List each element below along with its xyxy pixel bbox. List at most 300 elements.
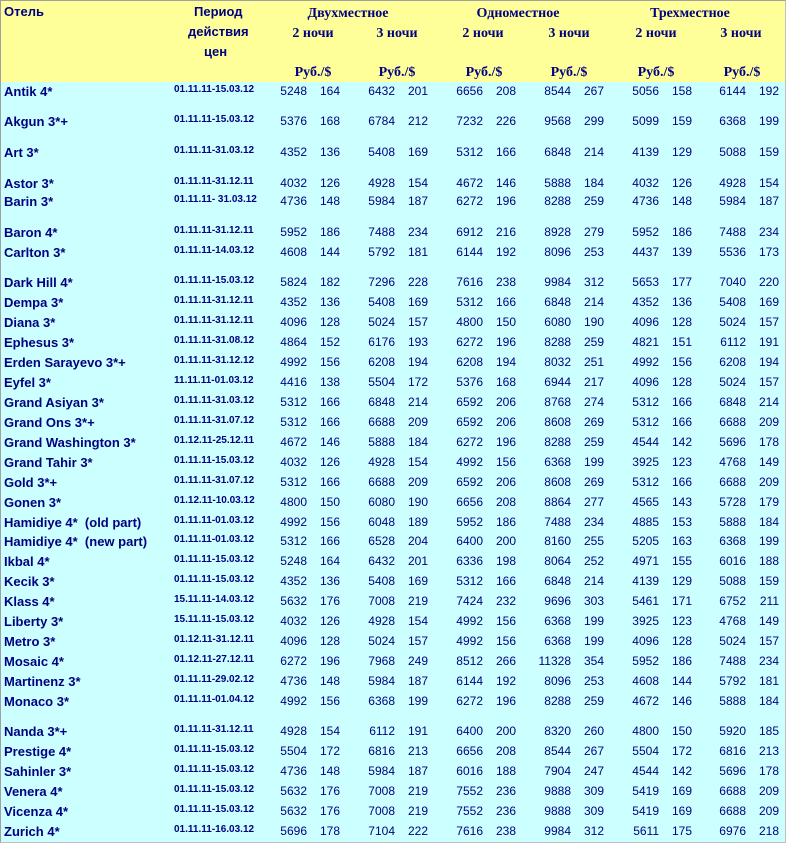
price-usd: 234 [758, 654, 779, 668]
table-row [1, 144, 785, 164]
table-row [1, 274, 785, 294]
price-rub: 4096 [632, 315, 659, 329]
table-row [1, 743, 785, 763]
price-rub: 5408 [719, 295, 746, 309]
hotel-name: Martinenz 3* [4, 674, 81, 689]
price-usd: 144 [671, 674, 692, 688]
price-usd: 159 [758, 574, 779, 588]
price-usd: 247 [583, 764, 604, 778]
price-rub: 4768 [719, 614, 746, 628]
price-rub: 6784 [368, 114, 395, 128]
price-rub: 6272 [456, 335, 483, 349]
price-rub: 5312 [632, 415, 659, 429]
price-rub: 5824 [280, 275, 307, 289]
hotel-name: Gonen 3* [4, 495, 62, 510]
price-rub: 4032 [280, 614, 307, 628]
price-usd: 168 [495, 375, 516, 389]
price-rub: 5888 [544, 176, 571, 190]
price-rub: 5376 [280, 114, 307, 128]
price-usd: 269 [583, 475, 604, 489]
price-usd: 209 [758, 475, 779, 489]
price-usd: 234 [758, 225, 779, 239]
table-row [1, 573, 785, 593]
hotel-name: Ikbal 4* [4, 554, 50, 569]
header-currency: Руб./$ [637, 65, 675, 80]
price-rub: 5632 [280, 784, 307, 798]
header-period-line3: цен [204, 44, 228, 59]
price-period: 01.11.11-15.03.12 [174, 764, 255, 775]
price-rub: 7488 [368, 225, 395, 239]
price-period: 15.11.11-15.03.12 [174, 614, 255, 625]
price-usd: 166 [495, 295, 516, 309]
header-nights: 3 ночи [720, 26, 762, 41]
price-rub: 6272 [456, 435, 483, 449]
table-row [1, 653, 785, 673]
table-row [1, 763, 785, 783]
price-rub: 4437 [632, 245, 659, 259]
hotel-name: Grand Asiyan 3* [4, 395, 104, 410]
price-usd: 201 [407, 84, 428, 98]
price-usd: 176 [319, 594, 340, 608]
price-usd: 184 [758, 694, 779, 708]
price-usd: 269 [583, 415, 604, 429]
price-period: 01.11.11-31.08.12 [174, 335, 255, 346]
price-rub: 4352 [280, 574, 307, 588]
price-usd: 213 [407, 744, 428, 758]
price-rub: 8288 [544, 694, 571, 708]
price-rub: 4800 [280, 495, 307, 509]
price-rub: 4608 [632, 674, 659, 688]
price-rub: 4971 [632, 554, 659, 568]
price-usd: 218 [758, 824, 779, 838]
price-usd: 201 [407, 554, 428, 568]
price-rub: 6208 [456, 355, 483, 369]
price-usd: 204 [407, 534, 428, 548]
price-rub: 4736 [280, 674, 307, 688]
price-usd: 184 [407, 435, 428, 449]
price-rub: 7008 [368, 594, 395, 608]
price-rub: 5312 [456, 145, 483, 159]
price-rub: 4032 [632, 176, 659, 190]
price-usd: 156 [495, 634, 516, 648]
price-rub: 6272 [456, 694, 483, 708]
hotel-name: Liberty 3* [4, 614, 64, 629]
price-rub: 5461 [632, 594, 659, 608]
price-usd: 153 [671, 515, 692, 529]
price-rub: 8288 [544, 435, 571, 449]
price-rub: 7616 [456, 275, 483, 289]
price-usd: 214 [583, 295, 604, 309]
price-usd: 136 [671, 295, 692, 309]
table-row [1, 723, 785, 743]
price-rub: 5312 [632, 395, 659, 409]
price-rub: 5024 [719, 634, 746, 648]
price-rub: 7424 [456, 594, 483, 608]
price-usd: 157 [758, 375, 779, 389]
price-usd: 312 [583, 824, 604, 838]
table-row [1, 434, 785, 454]
price-usd: 142 [671, 435, 692, 449]
price-usd: 151 [671, 335, 692, 349]
price-rub: 3925 [632, 614, 659, 628]
price-rub: 6432 [368, 84, 395, 98]
price-rub: 6176 [368, 335, 395, 349]
price-usd: 149 [758, 455, 779, 469]
price-usd: 150 [671, 724, 692, 738]
price-rub: 4736 [632, 194, 659, 208]
price-usd: 146 [495, 176, 516, 190]
price-usd: 184 [583, 176, 604, 190]
price-rub: 4736 [280, 764, 307, 778]
price-usd: 214 [583, 145, 604, 159]
table-row [1, 783, 785, 803]
hotel-name: Art 3* [4, 145, 39, 160]
price-rub: 6336 [456, 554, 483, 568]
hotel-name: Vicenza 4* [4, 804, 69, 819]
price-period: 01.12.11-10.03.12 [174, 495, 255, 506]
price-usd: 209 [407, 475, 428, 489]
price-usd: 128 [671, 375, 692, 389]
table-row [1, 394, 785, 414]
price-usd: 354 [583, 654, 604, 668]
price-rub: 7488 [719, 225, 746, 239]
price-usd: 211 [759, 594, 779, 608]
price-usd: 185 [758, 724, 779, 738]
price-usd: 139 [671, 245, 692, 259]
price-usd: 236 [495, 784, 516, 798]
price-usd: 166 [671, 415, 692, 429]
price-rub: 6208 [368, 355, 395, 369]
price-rub: 5205 [632, 534, 659, 548]
price-rub: 8768 [544, 395, 571, 409]
price-rub: 5024 [719, 315, 746, 329]
price-usd: 123 [671, 455, 692, 469]
price-usd: 253 [583, 674, 604, 688]
price-usd: 159 [758, 145, 779, 159]
price-usd: 169 [758, 295, 779, 309]
header-currency: Руб./$ [465, 65, 503, 80]
price-usd: 154 [407, 176, 428, 190]
price-usd: 217 [583, 375, 604, 389]
price-rub: 5984 [368, 764, 395, 778]
price-usd: 128 [319, 634, 340, 648]
price-usd: 259 [583, 335, 604, 349]
price-rub: 6272 [280, 654, 307, 668]
hotel-name: Ephesus 3* [4, 335, 75, 350]
price-rub: 6144 [456, 245, 483, 259]
table-row [1, 314, 785, 334]
price-rub: 4864 [280, 335, 307, 349]
header-period-line2: действия [188, 24, 249, 39]
price-rub: 6912 [456, 225, 483, 239]
price-usd: 200 [495, 534, 516, 548]
price-rub: 6432 [368, 554, 395, 568]
price-usd: 178 [758, 764, 779, 778]
price-usd: 157 [758, 315, 779, 329]
price-usd: 154 [758, 176, 779, 190]
price-usd: 169 [407, 145, 428, 159]
price-usd: 129 [671, 574, 692, 588]
price-usd: 149 [758, 614, 779, 628]
header-group-triple: Трехместное [650, 6, 730, 21]
price-usd: 220 [758, 275, 779, 289]
price-period: 01.11.11-31.12.11 [174, 295, 254, 306]
price-usd: 259 [583, 694, 604, 708]
hotel-name: Dempa 3* [4, 295, 64, 310]
price-usd: 190 [583, 315, 604, 329]
price-usd: 198 [495, 554, 516, 568]
price-usd: 144 [319, 245, 340, 259]
price-rub: 6656 [456, 495, 483, 509]
price-usd: 136 [319, 574, 340, 588]
price-rub: 4672 [280, 435, 307, 449]
price-usd: 214 [407, 395, 428, 409]
table-row [1, 113, 785, 133]
hotel-name: Mosaic 4* [4, 654, 64, 669]
price-rub: 5888 [368, 435, 395, 449]
table-row [1, 83, 785, 103]
price-period: 01.11.11-15.03.12 [174, 114, 255, 125]
table-row [1, 514, 785, 534]
price-rub: 8096 [544, 674, 571, 688]
price-rub: 4928 [368, 455, 395, 469]
price-rub: 4139 [632, 574, 659, 588]
price-usd: 172 [319, 744, 340, 758]
price-usd: 146 [671, 694, 692, 708]
price-usd: 206 [495, 475, 516, 489]
price-usd: 168 [319, 114, 340, 128]
hotel-name: Prestige 4* [4, 744, 72, 759]
price-rub: 5888 [719, 515, 746, 529]
price-usd: 186 [671, 225, 692, 239]
price-rub: 5024 [368, 634, 395, 648]
price-usd: 212 [407, 114, 428, 128]
price-rub: 7552 [456, 804, 483, 818]
price-usd: 209 [758, 804, 779, 818]
price-usd: 259 [583, 435, 604, 449]
price-usd: 312 [583, 275, 604, 289]
table-row [1, 693, 785, 713]
price-usd: 166 [495, 145, 516, 159]
price-rub: 5696 [719, 764, 746, 778]
price-usd: 199 [583, 455, 604, 469]
price-rub: 8320 [544, 724, 571, 738]
price-usd: 299 [583, 114, 604, 128]
price-usd: 196 [495, 194, 516, 208]
price-rub: 6816 [719, 744, 746, 758]
price-rub: 4096 [632, 375, 659, 389]
price-rub: 6144 [456, 674, 483, 688]
price-usd: 171 [671, 594, 692, 608]
price-usd: 154 [407, 455, 428, 469]
price-rub: 5248 [280, 554, 307, 568]
price-rub: 7008 [368, 784, 395, 798]
price-rub: 5611 [633, 824, 659, 838]
price-usd: 191 [758, 335, 779, 349]
price-usd: 199 [758, 534, 779, 548]
price-usd: 309 [583, 804, 604, 818]
header-period-line1: Период [194, 4, 243, 19]
price-usd: 187 [407, 674, 428, 688]
price-period: 01.12.11-27.12.11 [174, 654, 255, 665]
price-rub: 6848 [544, 574, 571, 588]
hotel-name: Grand Washington 3* [4, 435, 136, 450]
price-usd: 156 [319, 515, 340, 529]
price-rub: 5952 [632, 654, 659, 668]
price-rub: 7904 [544, 764, 571, 778]
price-usd: 186 [671, 654, 692, 668]
price-usd: 199 [407, 694, 428, 708]
price-usd: 194 [495, 355, 516, 369]
price-rub: 4928 [368, 614, 395, 628]
price-rub: 4096 [280, 634, 307, 648]
price-rub: 8544 [544, 744, 571, 758]
hotel-name: Baron 4* [4, 225, 58, 240]
price-usd: 187 [758, 194, 779, 208]
price-period: 15.11.11-14.03.12 [174, 594, 255, 605]
price-usd: 187 [407, 764, 428, 778]
price-rub: 6688 [719, 804, 746, 818]
price-rub: 4096 [280, 315, 307, 329]
header-nights: 2 ночи [462, 26, 504, 41]
price-usd: 129 [671, 145, 692, 159]
price-rub: 7040 [719, 275, 746, 289]
table-row [1, 823, 785, 843]
price-rub: 8096 [544, 245, 571, 259]
price-usd: 193 [407, 335, 428, 349]
price-usd: 219 [407, 804, 428, 818]
price-usd: 176 [319, 804, 340, 818]
price-usd: 146 [319, 435, 340, 449]
table-row [1, 334, 785, 354]
price-rub: 5696 [719, 435, 746, 449]
price-usd: 128 [671, 634, 692, 648]
price-rub: 6400 [456, 724, 483, 738]
price-usd: 143 [671, 495, 692, 509]
hotel-name: Hamidiye 4* (old part) [4, 515, 142, 530]
hotel-name: Klass 4* [4, 594, 55, 609]
price-rub: 4672 [632, 694, 659, 708]
price-period: 01.11.11- 31.03.12 [174, 194, 257, 205]
price-period: 01.11.11-16.03.12 [174, 824, 255, 835]
price-rub: 6368 [719, 534, 746, 548]
header-currency: Руб./$ [550, 65, 588, 80]
price-usd: 274 [583, 395, 604, 409]
price-rub: 4352 [632, 295, 659, 309]
price-rub: 7488 [719, 654, 746, 668]
price-usd: 154 [407, 614, 428, 628]
header-group-double: Двухместное [307, 6, 389, 21]
price-rub: 5984 [368, 194, 395, 208]
hotel-name: Sahinler 3* [4, 764, 72, 779]
price-usd: 194 [758, 355, 779, 369]
price-rub: 4800 [456, 315, 483, 329]
price-usd: 209 [758, 784, 779, 798]
price-period: 01.11.11-01.03.12 [174, 534, 255, 545]
price-rub: 6656 [456, 84, 483, 98]
hotel-name: Carlton 3* [4, 245, 66, 260]
price-rub: 9888 [544, 784, 571, 798]
table-row [1, 613, 785, 633]
price-rub: 7552 [456, 784, 483, 798]
price-rub: 5952 [632, 225, 659, 239]
hotel-name: Erden Sarayevo 3*+ [4, 355, 126, 370]
price-period: 01.11.11-29.02.12 [174, 674, 255, 685]
hotel-name: Eyfel 3* [4, 375, 51, 390]
price-usd: 208 [495, 744, 516, 758]
price-usd: 191 [407, 724, 428, 738]
price-rub: 4992 [456, 634, 483, 648]
price-rub: 6080 [368, 495, 395, 509]
table-row [1, 224, 785, 244]
price-usd: 126 [671, 176, 692, 190]
price-usd: 166 [319, 415, 340, 429]
price-rub: 5024 [368, 315, 395, 329]
price-period: 11.11.11-01.03.12 [174, 375, 254, 386]
price-rub: 5632 [280, 804, 307, 818]
price-rub: 8064 [544, 554, 571, 568]
price-period: 01.11.11-14.03.12 [174, 245, 255, 256]
price-rub: 4032 [280, 455, 307, 469]
price-period: 01.11.11-15.03.12 [174, 554, 255, 565]
price-usd: 178 [319, 824, 340, 838]
price-usd: 267 [583, 84, 604, 98]
price-usd: 238 [495, 824, 516, 838]
price-usd: 219 [407, 784, 428, 798]
price-usd: 128 [671, 315, 692, 329]
price-rub: 5728 [719, 495, 746, 509]
hotel-name: Gold 3*+ [4, 475, 58, 490]
price-usd: 206 [495, 415, 516, 429]
price-rub: 5984 [719, 194, 746, 208]
price-period: 01.11.11-15.03.12 [174, 275, 255, 286]
price-period: 01.11.11-31.07.12 [174, 415, 255, 426]
price-rub: 5088 [719, 145, 746, 159]
price-rub: 4544 [632, 435, 659, 449]
price-usd: 186 [495, 515, 516, 529]
price-rub: 7616 [456, 824, 483, 838]
price-rub: 6688 [719, 784, 746, 798]
table-row [1, 454, 785, 474]
hotel-name: Barin 3* [4, 194, 54, 209]
hotel-name: Venera 4* [4, 784, 63, 799]
table-row [1, 593, 785, 613]
price-rub: 5088 [719, 574, 746, 588]
price-rub: 7488 [544, 515, 571, 529]
price-rub: 5952 [456, 515, 483, 529]
price-period: 01.12.11-25.12.11 [174, 435, 255, 446]
price-rub: 5376 [456, 375, 483, 389]
price-rub: 6208 [719, 355, 746, 369]
price-usd: 214 [758, 395, 779, 409]
price-usd: 252 [583, 554, 604, 568]
price-usd: 238 [495, 275, 516, 289]
table-row [1, 633, 785, 653]
price-usd: 303 [583, 594, 604, 608]
table-row [1, 374, 785, 394]
price-rub: 8288 [544, 335, 571, 349]
price-usd: 213 [758, 744, 779, 758]
price-rub: 6688 [719, 475, 746, 489]
price-rub: 6688 [719, 415, 746, 429]
price-rub: 8608 [544, 415, 571, 429]
price-rub: 6144 [719, 84, 746, 98]
price-rub: 6592 [456, 395, 483, 409]
price-rub: 5312 [280, 475, 307, 489]
header-nights: 3 ночи [548, 26, 590, 41]
price-rub: 4992 [280, 694, 307, 708]
price-rub: 4821 [632, 335, 659, 349]
